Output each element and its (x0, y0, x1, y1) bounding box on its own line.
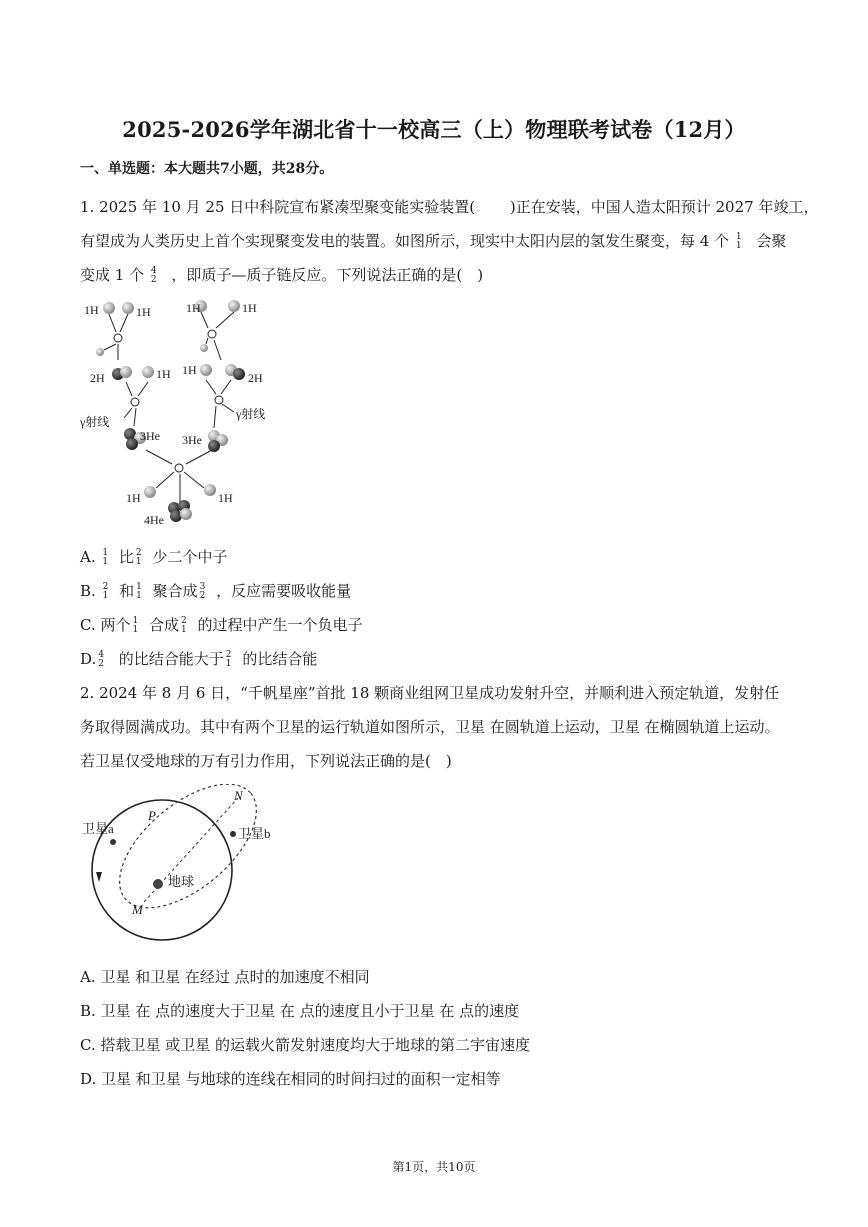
label-gamma-a: γ射线 (80, 415, 110, 429)
q1-option-a[interactable]: A. 1 1 比 2 1 少二个中子 (80, 548, 228, 567)
label-satellite-b: 卫星b (238, 826, 271, 841)
label-1h-a: 1H (84, 303, 99, 317)
nuclide-4-2: 4 2 (150, 266, 157, 285)
section-heading: 一、单选题：本大题共7小题，共28分。 (80, 161, 334, 177)
label-satellite-a: 卫星a (82, 821, 114, 836)
q2-option-b[interactable]: B. 卫星 在 点的速度大于卫星 在 点的速度且小于卫星 在 点的速度 (80, 1002, 520, 1020)
label-p: P (148, 808, 156, 823)
q2-line-1: 2. 2024 年 8 月 6 日，“千帆星座”首批 18 颗商业组网卫星成功发射升空，并顺利进入预定轨道，发射任 (80, 684, 780, 702)
q2-option-a[interactable]: A. 卫星 和卫星 在经过 点时的加速度不相同 (80, 968, 370, 986)
satellite-b-dot (230, 831, 236, 837)
q1-line-3: 变成 1 个 4 2 ，即质子—质子链反应。下列说法正确的是( ) (80, 266, 484, 285)
label-1h-d: 1H (242, 301, 257, 315)
q1-line-2 (80, 230, 786, 251)
satellite-a-dot (110, 839, 116, 845)
q2-line-2: 务取得圆满成功。其中有两个卫星的运行轨道如图所示，卫星 在圆轨道上运动，卫星 在椭圆轨道上运动。 (80, 718, 780, 736)
page-footer: 第1页，共10页 (392, 1160, 476, 1174)
label-1h-b: 1H (136, 305, 151, 319)
elliptical-orbit (98, 784, 278, 931)
label-3he-b: 3He (182, 433, 202, 447)
q2-option-d[interactable]: D. 卫星 和卫星 与地球的连线在相同的时间扫过的面积一定相等 (80, 1070, 501, 1088)
direction-arrow (96, 872, 102, 882)
q2-option-c[interactable]: C. 搭载卫星 或卫星 的运载火箭发射速度均大于地球的第二宇宙速度 (80, 1036, 531, 1054)
label-gamma-b: γ射线 (236, 407, 266, 421)
label-2h-b: 2H (248, 371, 263, 385)
label-1h-f: 1H (182, 363, 197, 377)
nuclide-1-1: 1 1 (735, 232, 742, 251)
label-1h-e: 1H (156, 367, 171, 381)
label-1h-c: 1H (186, 301, 201, 315)
q1-option-b[interactable]: B. 2 1 和 1 1 聚合成 3 2 ，反应需要吸收能量 (80, 582, 352, 601)
earth-dot (153, 879, 163, 889)
label-3he-a: 3He (140, 429, 160, 443)
label-1h-g: 1H (126, 491, 141, 505)
q1-option-d[interactable]: D. 4 2 的比结合能大于 2 1 的比结合能 (80, 650, 318, 669)
label-earth: 地球 (168, 874, 195, 889)
label-m: M (132, 902, 143, 917)
label-2h-a: 2H (90, 371, 105, 385)
label-1h-h: 1H (218, 491, 233, 505)
q1-line-2-tail: 会聚 (756, 232, 787, 250)
orbit-diagram (78, 784, 288, 948)
q1-line-1: 1. 2025 年 10 月 25 日中科院宣布紧凑型聚变能实验装置( )正在安装，中国人造太阳预计 2027 年竣工， (80, 198, 819, 216)
page-title: 2025-2026学年湖北省十一校高三（上）物理联考试卷（12月） (122, 117, 746, 142)
q1-option-c[interactable]: C. 两个 1 1 合成 2 1 的过程中产生一个负电子 (80, 616, 363, 635)
pp-chain-diagram (76, 292, 276, 528)
q2-line-3: 若卫星仅受地球的万有引力作用，下列说法正确的是( ) (80, 752, 452, 770)
label-n: N (234, 788, 243, 803)
label-4he: 4He (144, 513, 164, 527)
q1-line-2-text: 有望成为人类历史上首个实现聚变发电的装置。如图所示，现实中太阳内层的氢发生聚变，每 4 个 (80, 232, 730, 250)
